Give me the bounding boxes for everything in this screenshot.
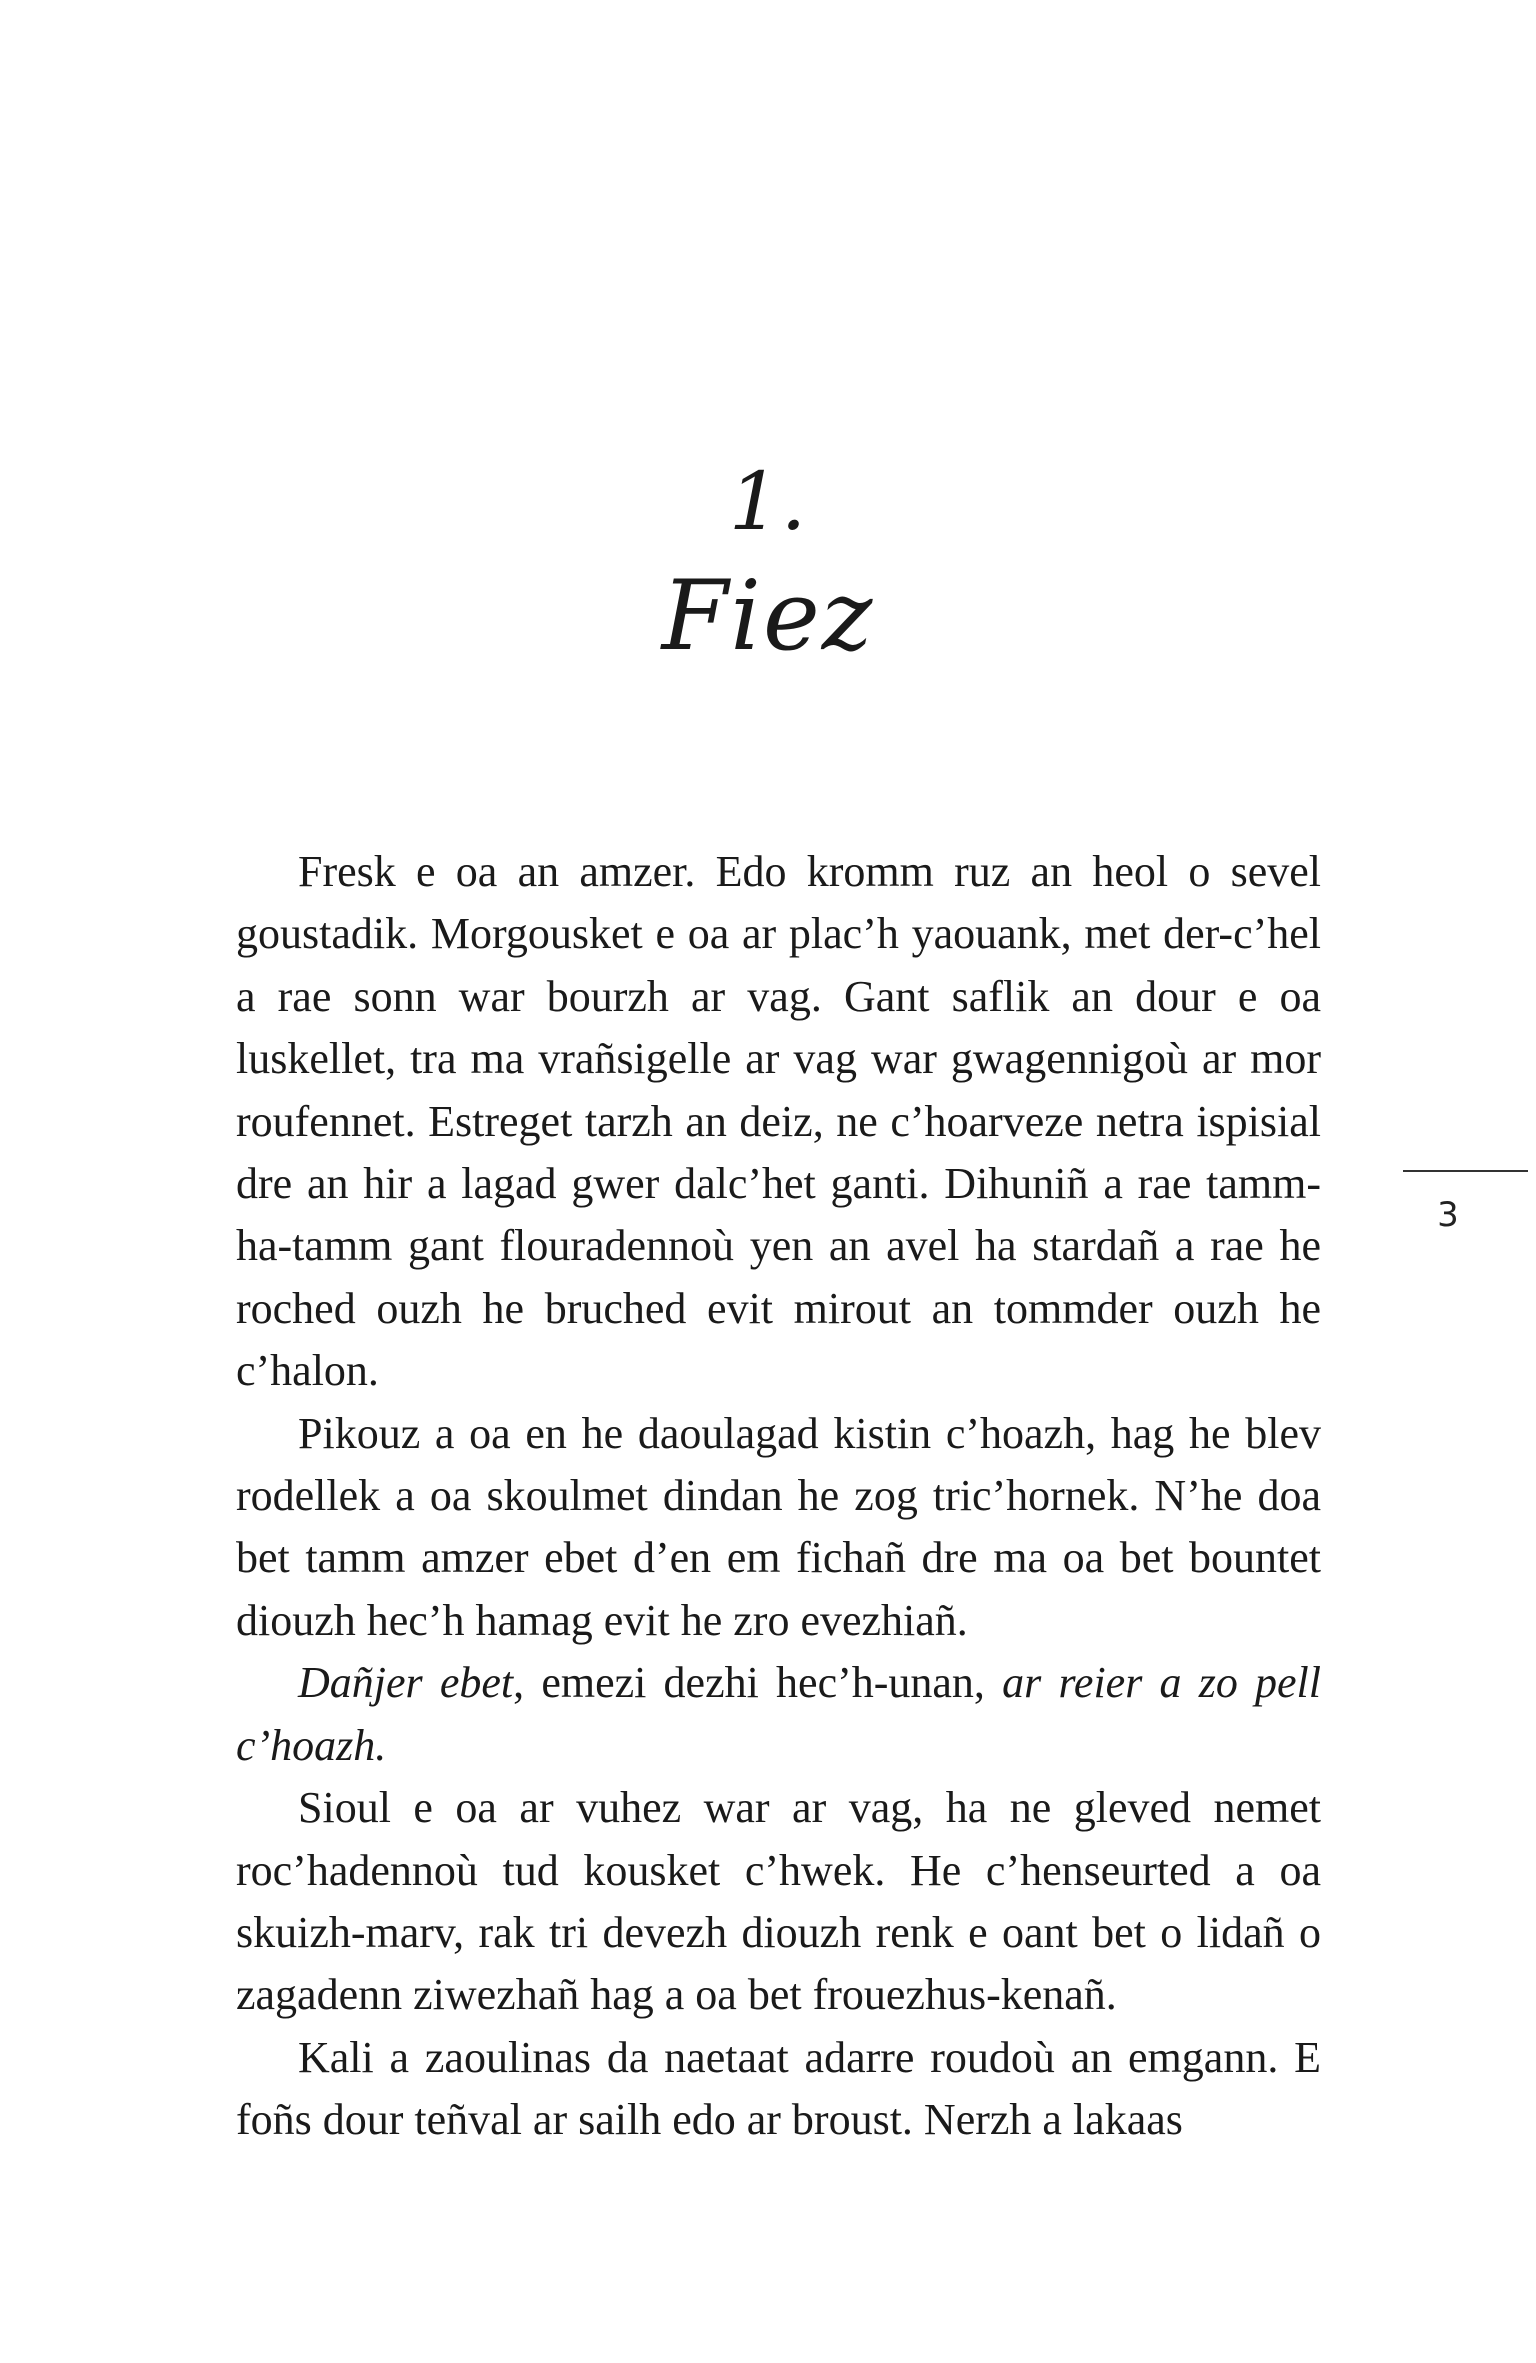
chapter-body <box>236 841 1321 2152</box>
page-number: 3 <box>1437 1195 1459 1235</box>
chapter-number: 1. <box>728 455 808 548</box>
chapter-title: Fiez <box>661 560 875 672</box>
paragraph-5: Kali a zaoulinas da naetaat adarre roudoù an emgann. E foñs dour teñval ar sailh edo ar broust. Nerzh a lakaas <box>236 2032 1321 2145</box>
paragraph-4: Sioul e oa ar vuhez war ar vag, ha ne gleved nemet roc’hadennoù tud kousket c’hwek. He c’henseurted a oa skuizh-marv, rak tri devezh diouzh renk e oant bet o lidañ o zagadenn ziwezhañ hag a oa bet frouezhus-kenañ. <box>236 1783 1321 2020</box>
paragraph-1: Fresk e oa an amzer. Edo kromm ruz an heol o sevel goustadik. Morgousket e oa ar plac’h yaouank, met der-c’hel a rae sonn war bourzh ar vag. Gant saflik an dour e oa luskellet, tra ma vrañsigelle ar vag war gwagennigoù ar mor roufennet. Estreget tarzh an deiz, ne c’hoarveze netra ispisial dre an hir a lagad gwer dalc’het ganti. Dihuniñ a rae tamm-ha-tamm gant flouradennoù yen an avel ha stardañ a rae he roched ouzh he bruched evit mirout an tommder ouzh he c’halon. <box>236 847 1321 1396</box>
paragraph-3-middle: , emezi dezhi hec’h-unan, <box>513 1658 1003 1708</box>
page-number-rule <box>1403 1170 1528 1172</box>
paragraph-3-italic-end: ar reier a zo pell c’hoazh. <box>236 1658 1322 1770</box>
paragraph-3 <box>236 1652 1321 1777</box>
paragraph-2: Pikouz a oa en he daoulagad kistin c’hoazh, hag he blev rodellek a oa skoulmet dindan he zog tric’hornek. N’he doa bet tamm amzer ebet d’en em fichañ dre ma oa bet bountet diouzh hec’h hamag evit he zro evezhiañ. <box>236 1408 1321 1645</box>
paragraph-3-italic-start: Dañjer ebet <box>298 1658 514 1708</box>
